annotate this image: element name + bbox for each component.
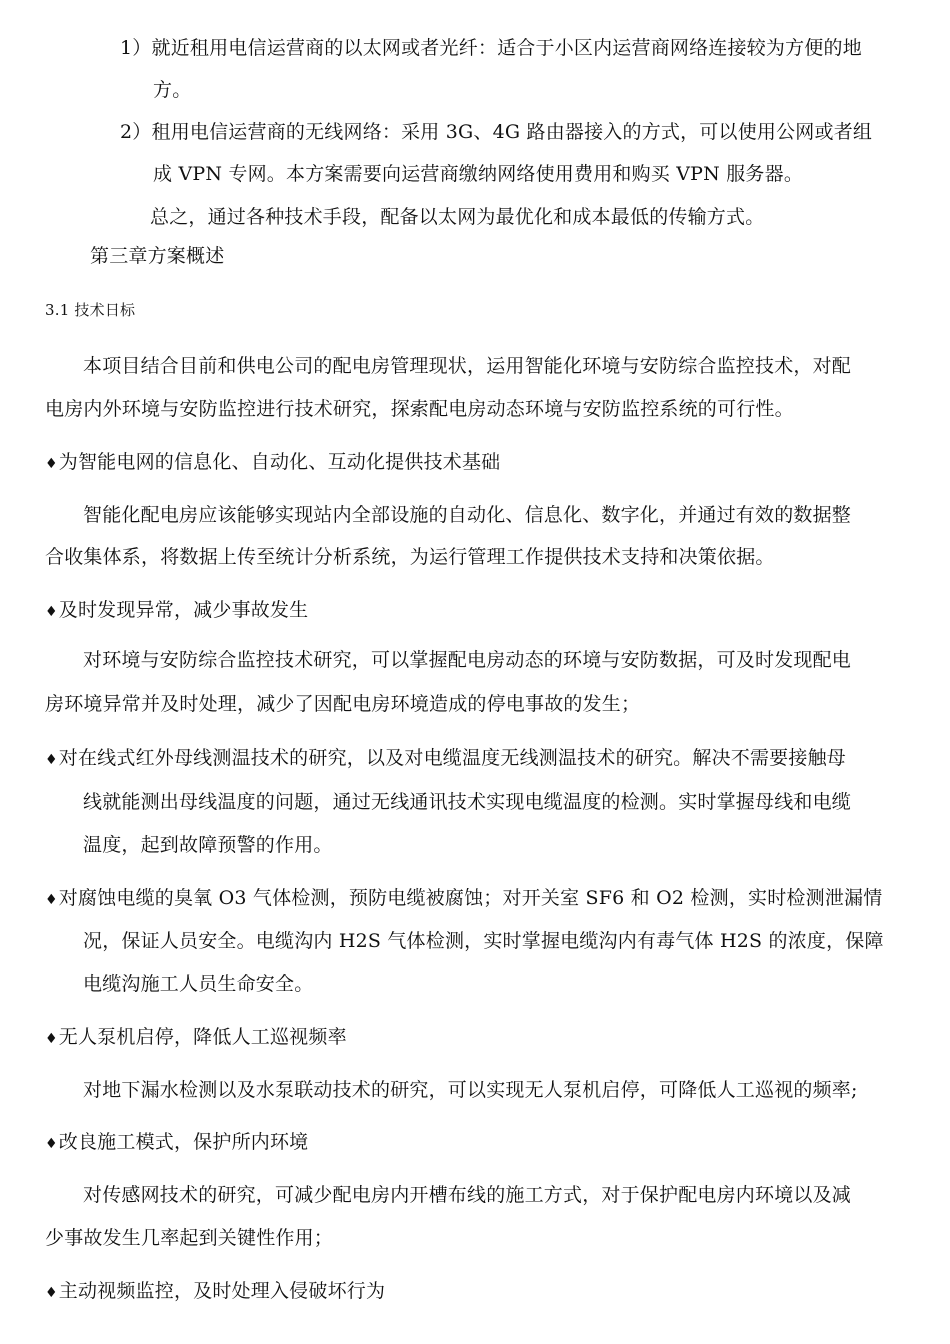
bullet-text: 无人泵机启停，降低人工巡视频率 (58, 1026, 347, 1048)
bullet-item (45, 1130, 308, 1156)
paragraph-line: 对环境与安防综合监控技术研究，可以掌握配电房动态的环境与安防数据，可及时发现配电 (83, 649, 852, 671)
diamond-bullet-icon: ♦ (45, 1285, 58, 1301)
paragraph-line: 对传感网技术的研究，可减少配电房内开槽布线的施工方式，对于保护配电房内环境以及减 (83, 1184, 852, 1206)
paragraph-line: 成 VPN 专网。本方案需要向运营商缴纳网络使用费用和购买 VPN 服务器。 (153, 163, 804, 185)
paragraph-line: 合收集体系，将数据上传至统计分析系统，为运行管理工作提供技术支持和决策依据。 (45, 546, 775, 568)
paragraph-line: 房环境异常并及时处理，减少了因配电房环境造成的停电事故的发生； (45, 693, 641, 715)
diamond-bullet-icon: ♦ (45, 1136, 58, 1152)
paragraph-line: 2）租用电信运营商的无线网络：采用 3G、4G 路由器接入的方式，可以使用公网或者组 (120, 121, 873, 143)
paragraph-line: 电房内外环境与安防监控进行技术研究，探索配电房动态环境与安防监控系统的可行性。 (45, 398, 794, 420)
diamond-bullet-icon: ♦ (45, 456, 58, 472)
bullet-item (45, 1025, 347, 1051)
bullet-text: 为智能电网的信息化、自动化、互动化提供技术基础 (58, 451, 501, 473)
section-heading: 3.1 技术日标 (45, 301, 136, 319)
paragraph-line: 智能化配电房应该能够实现站内全部设施的自动化、信息化、数字化，并通过有效的数据整 (83, 504, 852, 526)
bullet-text: 主动视频监控，及时处理入侵破坏行为 (58, 1280, 386, 1302)
paragraph-line: 1）就近租用电信运营商的以太网或者光纤：适合于小区内运营商网络连接较为方便的地 (120, 37, 862, 59)
bullet-text: 改良施工模式，保护所内环境 (58, 1131, 309, 1153)
paragraph-line: 电缆沟施工人员生命安全。 (83, 973, 314, 995)
bullet-text: 及时发现异常，减少事故发生 (58, 599, 309, 621)
paragraph-line: 温度，起到故障预警的作用。 (83, 834, 333, 856)
bullet-item (45, 450, 500, 476)
bullet-item (45, 746, 846, 772)
diamond-bullet-icon: ♦ (45, 892, 58, 908)
paragraph-line: 总之，通过各种技术手段，配备以太网为最优化和成本最低的传输方式。 (150, 206, 765, 228)
paragraph-line: 本项目结合目前和供电公司的配电房管理现状，运用智能化环境与安防综合监控技术，对配 (83, 355, 852, 377)
diamond-bullet-icon: ♦ (45, 752, 58, 768)
paragraph-line: 对地下漏水检测以及水泵联动技术的研究，可以实现无人泵机启停，可降低人工巡视的频率; (83, 1079, 858, 1101)
paragraph-line: 线就能测出母线温度的问题，通过无线通讯技术实现电缆温度的检测。实时掌握母线和电缆 (83, 791, 852, 813)
paragraph-line: 况，保证人员安全。电缆沟内 H2S 气体检测，实时掌握电缆沟内有毒气体 H2S 的浓度，保障 (83, 930, 884, 952)
bullet-text: 对腐蚀电缆的臭氧 O3 气体检测，预防电缆被腐蚀；对开关室 SF6 和 O2 检测，实时检测泄漏情 (58, 887, 883, 909)
bullet-item (45, 886, 882, 912)
paragraph-line: 少事故发生几率起到关键性作用； (45, 1227, 334, 1249)
bullet-item (45, 1279, 385, 1305)
paragraph-line: 方。 (153, 79, 192, 101)
bullet-item (45, 598, 308, 624)
diamond-bullet-icon: ♦ (45, 1031, 58, 1047)
bullet-text: 对在线式红外母线测温技术的研究，以及对电缆温度无线测温技术的研究。解决不需要接触母 (58, 747, 846, 769)
chapter-heading: 第三章方案概述 (90, 245, 225, 267)
diamond-bullet-icon: ♦ (45, 604, 58, 620)
